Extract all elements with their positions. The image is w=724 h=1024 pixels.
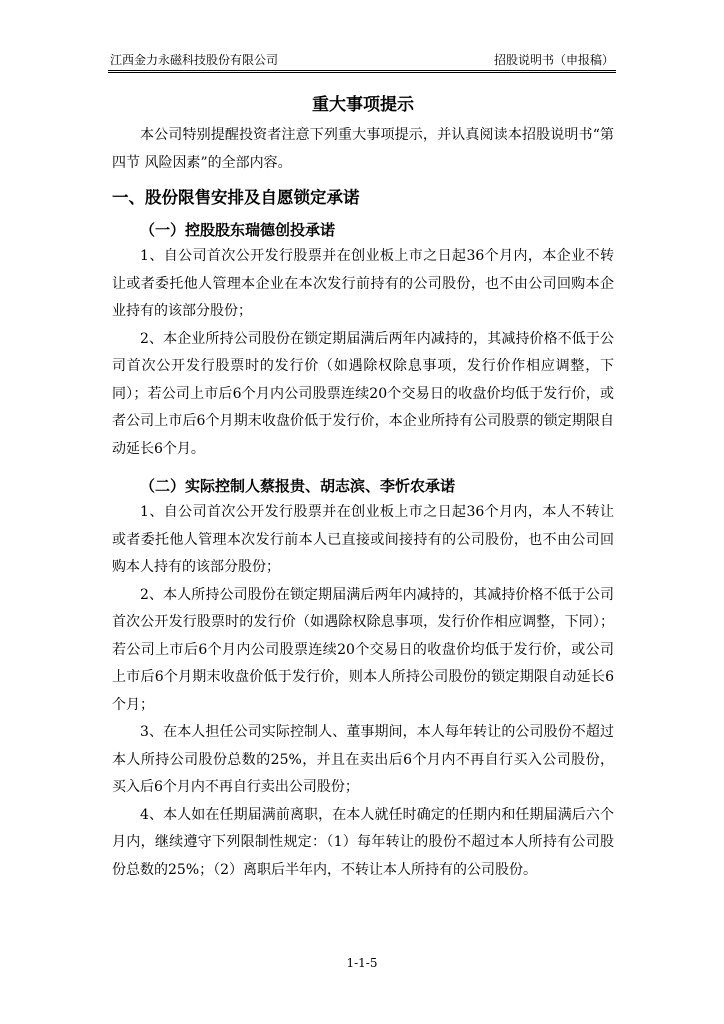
paragraph: 4、本人如在任期届满前离职，在本人就任时确定的任期内和任期届满后六个月内，继续遵守下列限制性规定：（1）每年转让的股份不超过本人所持有公司股份总数的25%；（2）离职后半年内，不转让本人所持有的公司股份。 (112, 806, 614, 878)
header-divider (108, 72, 616, 73)
section-heading-lockup: 一、股份限售安排及自愿锁定承诺 (112, 188, 360, 207)
header-document-type: 招股说明书（申报稿） (493, 53, 614, 67)
paragraph: 2、本人所持公司股份在锁定期届满后两年内减持的，其减持价格不低于公司首次公开发行股票时的发行价（如遇除权除息事项，发行价作相应调整，下同）；若公司上市后6个月内公司股票连续20个交易日的收盘价均低于发行价，或公司上市后6个月期末收盘价低于发行价，则本人所持公司股份的锁定期限自动延长6个月； (112, 586, 614, 713)
paragraph: 1、自公司首次公开发行股票并在创业板上市之日起36个月内，本企业不转让或者委托他人管理本企业在本次发行前持有的公司股份，也不由公司回购本企业持有的该部分股份； (112, 248, 614, 319)
page-content (112, 94, 614, 884)
subsection-heading-controlling-shareholder: （一）控股股东瑞德创投承诺 (140, 221, 336, 239)
paragraph: 1、自公司首次公开发行股票并在创业板上市之日起36个月内，本人不转让或者委托他人管理本次发行前本人已直接或间接持有的公司股份，也不由公司回购本人持有的该部分股份； (112, 504, 614, 575)
header-company-name: 江西金力永磁科技股份有限公司 (110, 53, 279, 67)
paragraph: 3、在本人担任公司实际控制人、董事期间，本人每年转让的公司股份不超过本人所持公司股份总数的25%，并且在卖出后6个月内不再自行买入公司股份，买入后6个月内不再自行卖出公司股份； (112, 724, 614, 795)
intro-paragraph: 本公司特别提醒投资者注意下列重大事项提示，并认真阅读本招股说明书“第四节 风险因素”的全部内容。 (112, 127, 614, 171)
paragraph: 2、本企业所持公司股份在锁定期届满后两年内减持的，其减持价格不低于公司首次公开发行股票时的发行价（如遇除权除息事项，发行价作相应调整，下同）；若公司上市后6个月内公司股票连续20个交易日的收盘价均低于发行价，或者公司上市后6个月期末收盘价低于发行价，本企业所持有公司股票的锁定期限自动延长6个月。 (112, 330, 614, 457)
page-title: 重大事项提示 (312, 95, 414, 115)
subsection-heading-actual-controllers: （二）实际控制人蔡报贵、胡志滨、李忻农承诺 (140, 477, 456, 495)
page-number: 1-1-5 (346, 956, 378, 970)
page-header (108, 50, 616, 71)
